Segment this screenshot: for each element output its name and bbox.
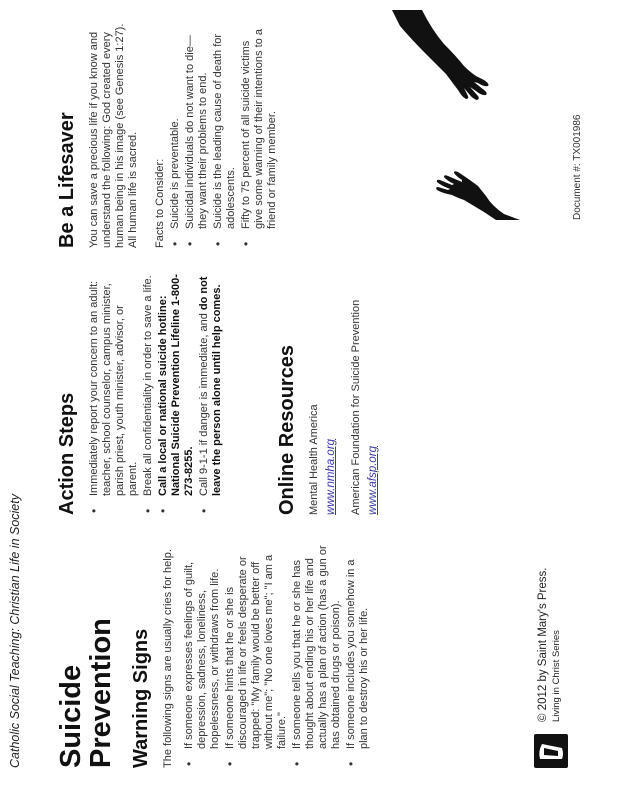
list-item: • If someone includes you somehow in a plan to destroy his or her life. xyxy=(344,559,370,766)
list-item: • Suicide is preventable. xyxy=(168,118,182,246)
list-item: • Suicidal individuals do not want to die—they want their problems to end. xyxy=(183,35,209,246)
resource-link[interactable]: www.afsp.org xyxy=(367,445,379,515)
publisher-logo-icon xyxy=(534,734,568,768)
title-line-2: Prevention xyxy=(85,618,117,768)
resource-name: Mental Health America xyxy=(308,404,320,515)
list-item: • Break all confidentiality in order to save a life. xyxy=(141,275,155,513)
bullet-icon: • xyxy=(182,761,196,766)
action-steps-list xyxy=(88,270,224,515)
bullet-icon: • xyxy=(344,761,358,766)
action-steps-heading: Action Steps xyxy=(56,392,78,515)
warning-signs-heading: Warning Signs xyxy=(130,628,152,768)
title-line-1: Suicide xyxy=(55,664,87,768)
resource-item xyxy=(308,270,346,515)
list-item: • If someone hints that he or she is discouraged in life or feels desperate or trapped: "My family would be better off without me"; "No one loves me"; "I am a failure." xyxy=(223,554,288,766)
list-item: • Fifty to 75 percent of all suicide victims give some warning of their intentions to a friend or family member. xyxy=(239,29,278,246)
facts-label: Facts to Consider: xyxy=(154,158,166,248)
publisher-footer xyxy=(534,528,574,768)
document-number: Document #: TX001986 xyxy=(572,114,583,220)
document-title xyxy=(56,543,116,768)
list-item: • If someone tells you that he or she has thought about ending his or her life and actually has a plan of action (has a gun or has obtained drugs or poison). xyxy=(290,545,342,766)
bullet-icon: • xyxy=(168,241,182,246)
list-item: • Call a local or national suicide hotline: National Suicide Prevention Lifeline 1-800-273-8255. xyxy=(156,274,195,513)
list-item: • If someone expresses feelings of guilt, depression, sadness, loneliness, hopelessness, or withdraws from life. xyxy=(182,561,221,766)
lifesaver-intro: You can save a precious life if you know and understand the following: God created every human being in his image (see Genesis 1:27). All human life is sacred. xyxy=(88,23,139,248)
copyright-text: © 2012 by Saint Mary's Press. xyxy=(537,567,549,722)
reaching-hands-icon xyxy=(392,10,522,220)
column-be-a-lifesaver xyxy=(56,23,281,248)
resource-item xyxy=(350,270,388,515)
copyright-block xyxy=(536,568,564,722)
bullet-icon: • xyxy=(223,761,237,766)
be-a-lifesaver-heading: Be a Lifesaver xyxy=(56,112,78,248)
resource-link[interactable]: www.nmha.org xyxy=(325,438,337,515)
column-warning-signs xyxy=(56,543,373,768)
bullet-icon: • xyxy=(87,508,101,513)
bullet-icon: • xyxy=(290,761,304,766)
facts-list xyxy=(169,23,279,248)
list-item: • Call 9-1-1 if danger is immediate, and do not leave the person alone until help comes. xyxy=(197,276,223,513)
list-item: • Suicide is the leading cause of death for adolescents. xyxy=(211,33,237,246)
series-name: Living in Christ Series xyxy=(551,630,562,722)
bullet-icon: • xyxy=(239,241,253,246)
warning-signs-list xyxy=(183,543,371,768)
list-item: • Immediately report your concern to an adult: teacher, school counselor, campus minister, parish priest, youth minister, advisor, or parent. xyxy=(87,280,139,513)
online-resources-heading: Online Resources xyxy=(276,344,298,515)
bullet-icon: • xyxy=(211,241,225,246)
bullet-icon: • xyxy=(183,241,197,246)
series-title: Catholic Social Teaching: Christian Life in Society xyxy=(8,494,22,768)
bullet-icon: • xyxy=(141,508,155,513)
bullet-icon: • xyxy=(197,508,211,513)
column-action-steps xyxy=(56,270,388,515)
bullet-icon: • xyxy=(156,508,170,513)
warning-signs-intro: The following signs are usually cries for help. xyxy=(162,549,174,768)
resource-name: American Foundation for Suicide Prevention xyxy=(350,299,362,515)
